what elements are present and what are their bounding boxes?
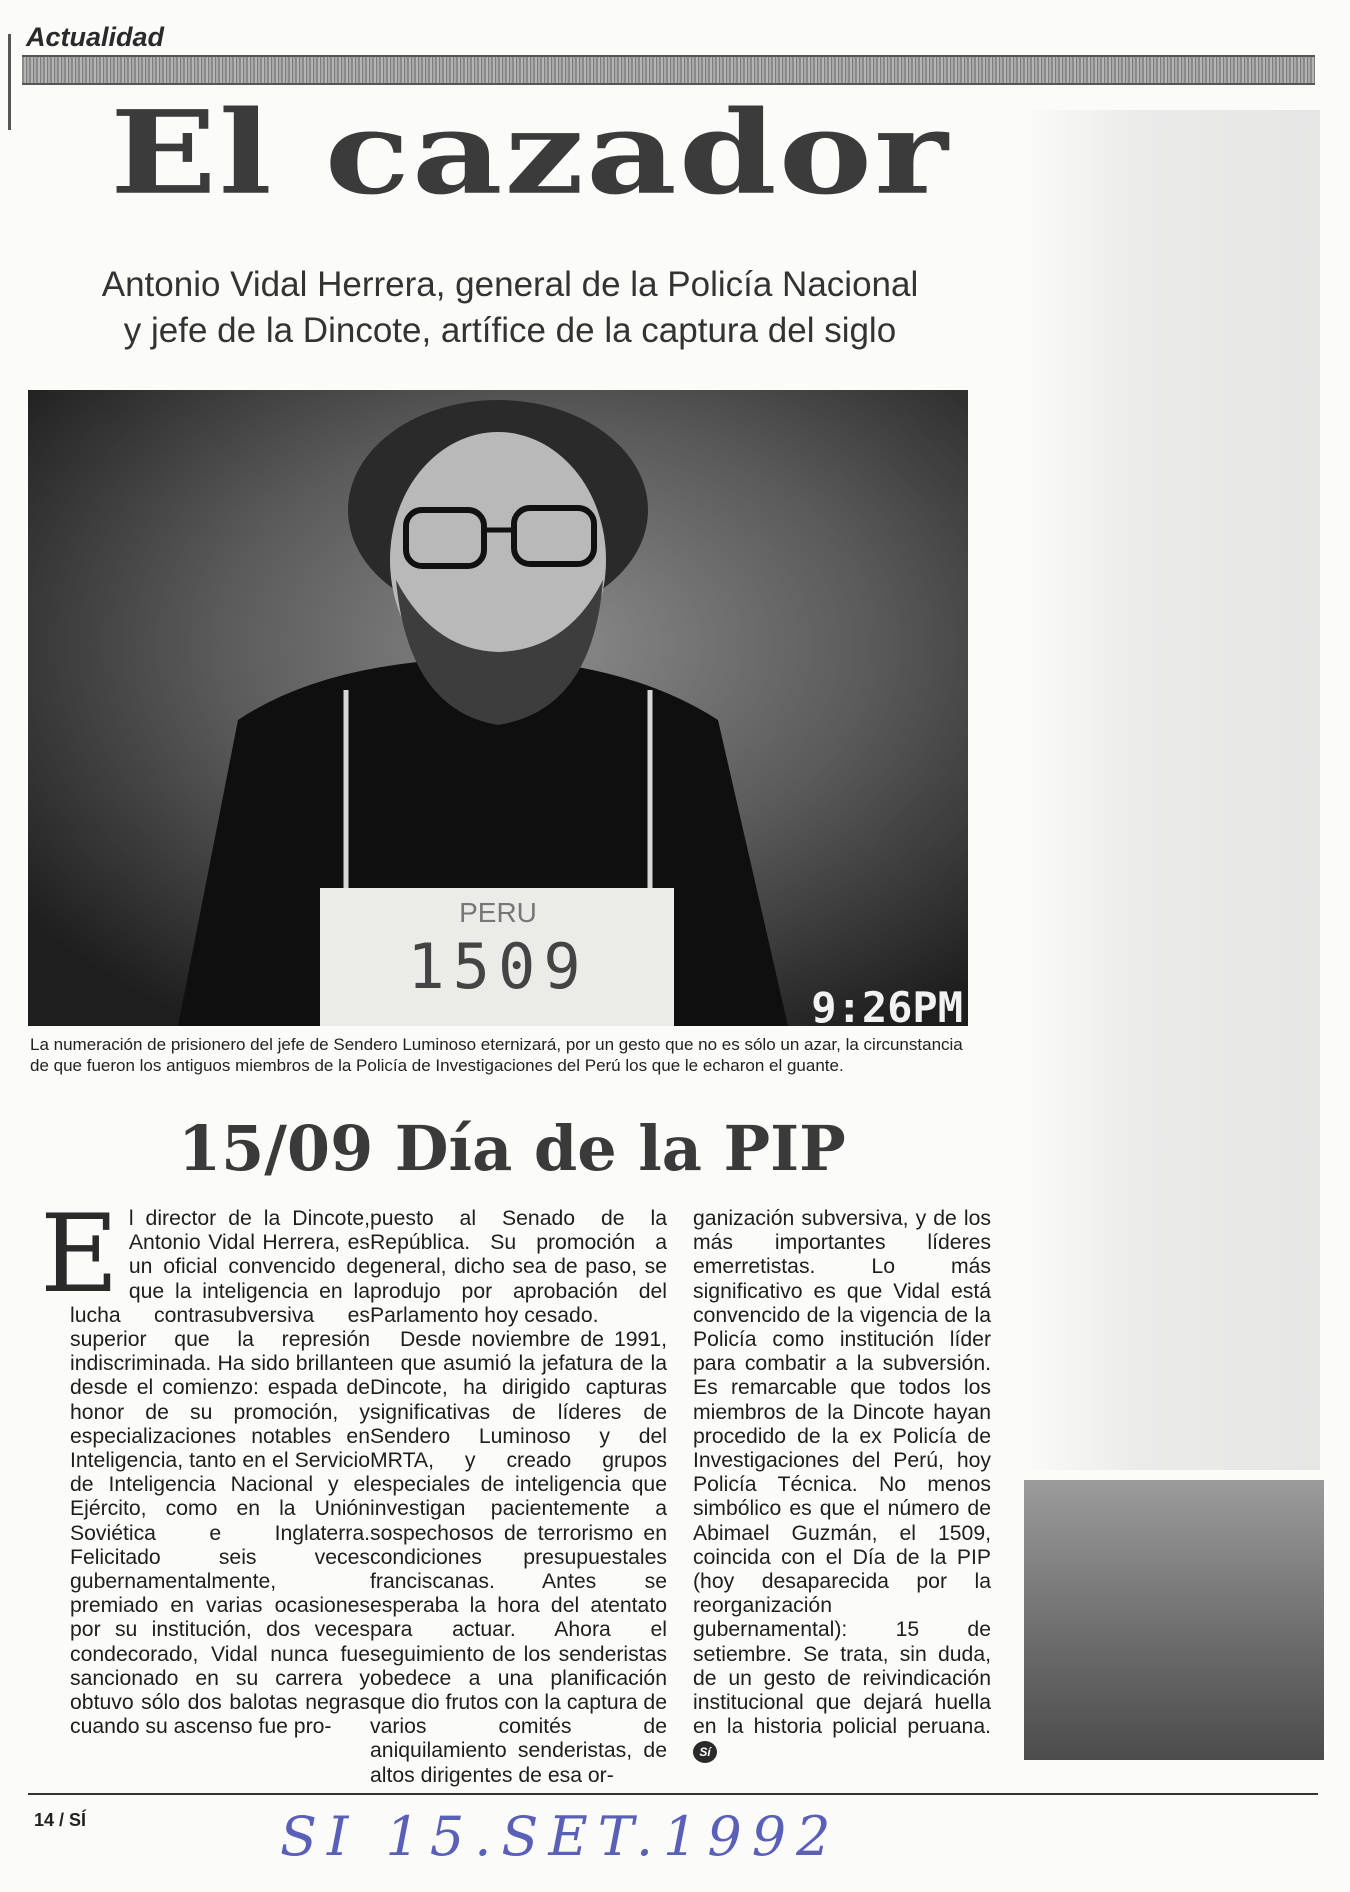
- subheadline: [30, 262, 990, 354]
- column-2-paragraph-1: puesto al Senado de la República. Su promoción a general, dicho sea de paso, se produjo por aprobación del Parlamento hoy cesado.: [370, 1207, 667, 1327]
- header-rule: [22, 55, 1315, 85]
- column-2-paragraph-2: Desde noviembre de 1991, en que asumió la jefatura de la Dincote, ha dirigido capturas significativas de líderes de Sendero Luminoso y del MRTA, y creado grupos especiales de inteligencia que investigan pacientemente a sospechosos de terrorismo en condiciones presupuestales franciscanas. Antes se esperaba la hora del atentato para actuar. Ahora el seguimiento de los senderistas obedece a una planificación que dio frutos con la captura de varios comités de aniquilamiento senderistas, de altos dirigentes de esa or-: [370, 1328, 667, 1787]
- scan-shading: [1020, 110, 1320, 1470]
- subhead-line-1: Antonio Vidal Herrera, general de la Policía Nacional: [101, 265, 919, 304]
- body-column-2: [370, 1207, 667, 1788]
- scan-edge-mark: [8, 34, 11, 130]
- prisoner-photo: [28, 390, 968, 1026]
- prisoner-photo-illustration: [28, 390, 968, 1026]
- footer-rule: [28, 1793, 1318, 1795]
- sign-number: 1509: [407, 930, 589, 1003]
- body-column-1: [40, 1192, 370, 1739]
- page-folio: 14 / SÍ: [34, 1810, 87, 1830]
- body-column-3: [693, 1207, 991, 1764]
- drop-cap: E: [40, 1192, 119, 1317]
- headline: El cazador: [110, 86, 950, 221]
- end-mark-icon: Sí: [693, 1741, 717, 1763]
- subhead-line-2: y jefe de la Dincote, artífice de la captura del siglo: [123, 311, 897, 350]
- article-subtitle: 15/09 Día de la PIP: [178, 1112, 846, 1185]
- photo-timestamp: 9:26PM: [811, 983, 963, 1026]
- section-label: Actualidad: [26, 22, 165, 52]
- photo-caption: La numeración de prisionero del jefe de Sendero Luminoso eternizará, por un gesto que no es sólo un azar, la circunstancia de que fueron los antiguos miembros de la Policía de Investigaciones del Perú los que le echaron el guante.: [30, 1035, 963, 1075]
- handwritten-date-note: SI 15.SET.1992: [280, 1805, 841, 1868]
- sign-country: PERU: [459, 897, 537, 928]
- scan-shading-dark: [1024, 1480, 1324, 1760]
- column-3-text: ganización subversiva, y de los más importantes líderes emerretistas. Lo más significativo es que Vidal está convencido de la vigencia de la Policía como institución líder para combatir a la subversión. Es remarcable que todos los miembros de la Dincote hayan procedido de la ex Policía de Investigaciones del Perú, hoy Policía Técnica. No menos simbólico es que el número de Abimael Guzmán, el 1509, coincida con el Día de la PIP (hoy desaparecida por la reorganización gubernamental): 15 de setiembre. Se trata, sin duda, de un gesto de reivindicación institucional que dejará huella en la historia policial peruana.: [693, 1207, 991, 1739]
- column-1-text: l director de la Dincote, Antonio Vidal Herrera, es un oficial convencido de que la inteligencia en la lucha contrasubversiva es superior que la represión indiscriminada. Ha sido brillante desde el comienzo: espada de honor de su promoción, y especializaciones notables en Inteligencia, tanto en el Servicio de Inteligencia Nacional y el Ejército, como en la Unión Soviética e Inglaterra. Felicitado seis veces gubernamentalmente, premiado en varias ocasiones por su institución, dos veces condecorado, Vidal nunca fue sancionado en su carrera y obtuvo sólo dos balotas negras cuando su ascenso fue pro-: [70, 1207, 370, 1739]
